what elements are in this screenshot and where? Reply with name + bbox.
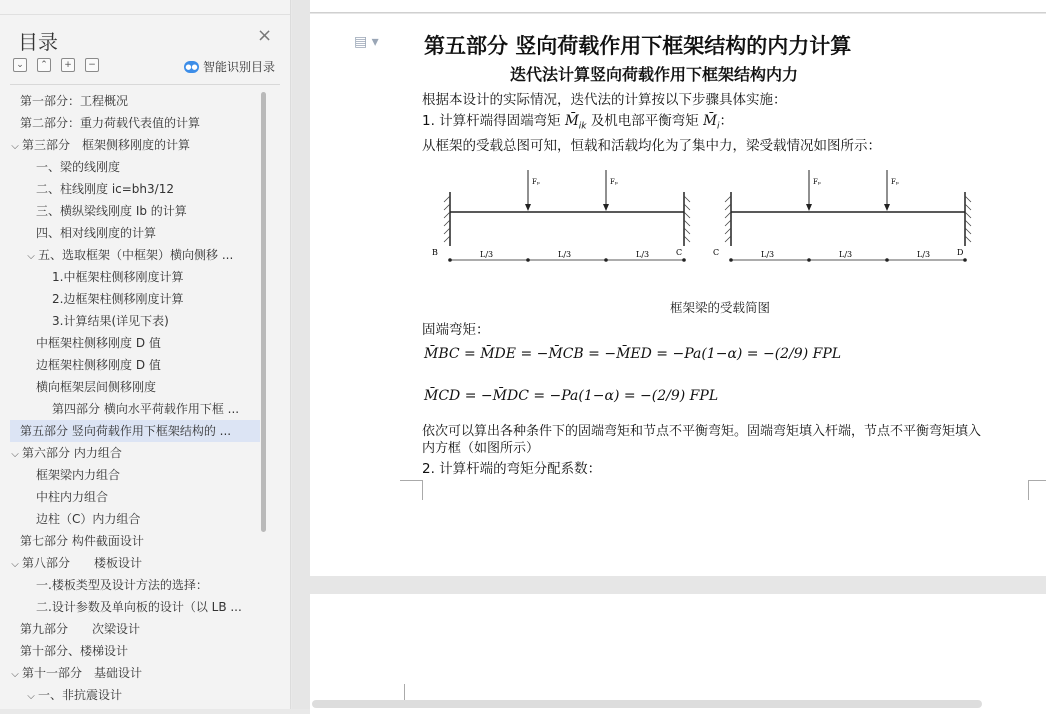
toc-item-label: 一、梁的线刚度 (36, 160, 121, 174)
smart-toc-label: 智能识别目录 (203, 60, 276, 74)
beam-diagram-right (713, 170, 971, 262)
span-label: L/3 (761, 250, 775, 259)
beam-load-diagram (432, 164, 1000, 274)
toc-scrollbar[interactable] (261, 92, 266, 532)
toc-item[interactable] (10, 420, 260, 442)
equation-2: M̄CD = −M̄DC = −Pa(1−α) = −(2/9) FPL (424, 388, 719, 404)
toc-item[interactable] (10, 288, 260, 310)
expand-caret-icon[interactable]: ⌵ (27, 691, 35, 702)
fixed-moment-label: 固端弯矩： (422, 322, 490, 338)
toc-item-label: 1.中框架柱侧移刚度计算 (52, 270, 184, 284)
toc-item[interactable] (10, 332, 260, 354)
node-label: C (713, 248, 720, 257)
close-icon[interactable]: × (257, 25, 273, 46)
node-label: C (676, 248, 683, 257)
next-page (310, 594, 1046, 714)
beam-diagram-left (432, 170, 690, 262)
toc-item-label: 第六部分 内力组合 (22, 446, 122, 460)
toc-item-label: 横向框架层间侧移刚度 (36, 380, 157, 394)
paragraph: 根据本设计的实际情况，迭代法的计算按以下步骤具体实施： (422, 92, 787, 108)
toc-item-label: 三、横纵梁线刚度 Ib 的计算 (36, 204, 187, 218)
remove-heading-button[interactable]: − (85, 58, 99, 72)
expand-all-button[interactable]: ⌃ (37, 58, 51, 72)
toc-item[interactable] (10, 596, 260, 618)
toc-item[interactable] (10, 618, 260, 640)
toc-item-label: 二.设计参数及单向板的设计（以 LB ... (36, 600, 242, 614)
toc-item-label: 第三部分 框架侧移刚度的计算 (22, 138, 191, 152)
toc-item-label: 2.边框架柱侧移刚度计算 (52, 292, 184, 306)
toc-item[interactable] (10, 244, 260, 266)
span-label: L/3 (917, 250, 931, 259)
toc-item[interactable] (10, 376, 260, 398)
add-heading-button[interactable]: + (61, 58, 75, 72)
load-label: Fₚ (610, 178, 618, 186)
toc-item[interactable] (10, 222, 260, 244)
margin-mark (422, 480, 435, 500)
toc-item[interactable] (10, 640, 260, 662)
page-heading: 第五部分 竖向荷载作用下框架结构的内力计算 (424, 33, 852, 58)
toc-item-label: 第七部分 构件截面设计 (20, 534, 144, 548)
paragraph: 从框架的受载总图可知，恒载和活载均化为了集中力，梁受载情况如图所示： (422, 138, 881, 154)
step-1-text-mid: 及机电部平衡弯矩 (590, 113, 699, 129)
toc-panel (0, 0, 291, 709)
moment-symbol: M̄ (564, 113, 579, 129)
smart-toc-button[interactable] (184, 58, 275, 75)
toc-item[interactable] (10, 464, 260, 486)
paragraph: 内方框（如图所示） (422, 441, 540, 456)
load-label: Fₚ (813, 178, 821, 186)
toc-item[interactable] (10, 530, 260, 552)
toc-item[interactable] (10, 310, 260, 332)
expand-caret-icon[interactable]: ⌵ (11, 141, 19, 152)
divider (10, 84, 280, 85)
moment-subscript: i (716, 121, 720, 132)
toc-item-label: 边柱（C）内力组合 (36, 512, 141, 526)
toc-item-label: 第四部分 横向水平荷载作用下框 ... (52, 402, 240, 416)
step-1-line (422, 109, 733, 132)
moment-symbol: M̄ (703, 113, 717, 129)
toc-title: 目录 (18, 30, 58, 54)
toc-toolbar (13, 58, 99, 72)
span-label: L/3 (839, 250, 853, 259)
span-label: L/3 (636, 250, 650, 259)
toc-item[interactable] (10, 112, 260, 134)
margin-mark (400, 480, 422, 493)
expand-caret-icon[interactable]: ⌵ (27, 251, 35, 262)
expand-caret-icon[interactable]: ⌵ (11, 449, 19, 460)
node-label: B (432, 248, 438, 257)
toc-item-label: 一.楼板类型及设计方法的选择： (36, 578, 208, 592)
toc-item[interactable] (10, 552, 260, 574)
toc-item-label: 二、柱线刚度 ic=bh3/12 (36, 182, 174, 196)
toc-item-label: 一、非抗震设计 (38, 688, 123, 702)
toc-item-label: 四、相对线刚度的计算 (36, 226, 157, 240)
toc-item[interactable] (10, 134, 260, 156)
node-label: D (957, 248, 964, 257)
panel-top-strip (0, 0, 290, 15)
toc-item[interactable] (10, 398, 260, 420)
toc-item-label: 第九部分 次梁设计 (20, 622, 141, 636)
step-1-text: 1. 计算杆端得固端弯矩 (422, 113, 561, 129)
toc-item[interactable] (10, 442, 260, 464)
page-layout-icon[interactable]: ▤ ▾ (354, 34, 379, 50)
toc-list (10, 88, 260, 709)
toc-item[interactable] (10, 486, 260, 508)
toc-item-label: 第十部分、楼梯设计 (20, 644, 129, 658)
load-label: Fₚ (891, 178, 899, 186)
expand-caret-icon[interactable]: ⌵ (11, 669, 19, 680)
ai-cloud-icon: ●● (185, 62, 198, 71)
expand-caret-icon[interactable]: ⌵ (11, 559, 19, 570)
previous-page (310, 0, 1046, 13)
moment-subscript: ik (578, 121, 587, 132)
toc-item[interactable] (10, 200, 260, 222)
toc-item-label: 中柱内力组合 (36, 490, 109, 504)
document-area (292, 0, 1046, 709)
margin-mark (1028, 480, 1041, 500)
toc-item[interactable] (10, 662, 260, 684)
toc-item[interactable] (10, 354, 260, 376)
span-label: L/3 (558, 250, 572, 259)
toc-item[interactable] (10, 90, 260, 112)
toc-item-label: 框架梁内力组合 (36, 468, 121, 482)
toc-item-label: 五、选取框架（中框架）横向侧移 ... (38, 248, 234, 262)
figure-caption: 框架梁的受载简图 (670, 300, 771, 315)
toc-item-label: 第二部分：重力荷载代表值的计算 (20, 116, 201, 130)
toc-item-label: 3.计算结果(详见下表) (52, 314, 169, 328)
step-2-line: 2. 计算杆端的弯矩分配系数： (422, 461, 602, 477)
toc-item-label: 第十一部分 基础设计 (22, 666, 143, 680)
span-label: L/3 (480, 250, 494, 259)
toc-item[interactable] (10, 508, 260, 530)
toc-item[interactable] (10, 156, 260, 178)
toc-item-label: 边框架柱侧移刚度 D 值 (36, 358, 161, 372)
document-page (310, 14, 1046, 576)
horizontal-scrollbar[interactable] (312, 700, 982, 708)
collapse-all-button[interactable]: ⌄ (13, 58, 27, 72)
equation-1: M̄BC = M̄DE = −M̄CB = −M̄ED = −Pa(1−α) = −(2/9) FPL (424, 346, 842, 362)
toc-item-label: 中框架柱侧移刚度 D 值 (36, 336, 161, 350)
toc-item-label: 第八部分 楼板设计 (22, 556, 143, 570)
toc-item-label: 第五部分 竖向荷载作用下框架结构的 ... (20, 424, 232, 438)
toc-item[interactable] (10, 178, 260, 200)
toc-item[interactable] (10, 266, 260, 288)
toc-item[interactable] (10, 574, 260, 596)
page-subheading: 迭代法计算竖向荷载作用下框架结构内力 (510, 65, 799, 84)
toc-item[interactable] (10, 684, 260, 706)
paragraph: 依次可以算出各种条件下的固端弯矩和节点不平衡弯矩。固端弯矩填入杆端，节点不平衡弯矩填入 (422, 424, 982, 439)
step-1-colon: ： (719, 113, 733, 129)
load-label: Fₚ (532, 178, 540, 186)
toc-item-label: 第一部分：工程概况 (20, 94, 129, 108)
